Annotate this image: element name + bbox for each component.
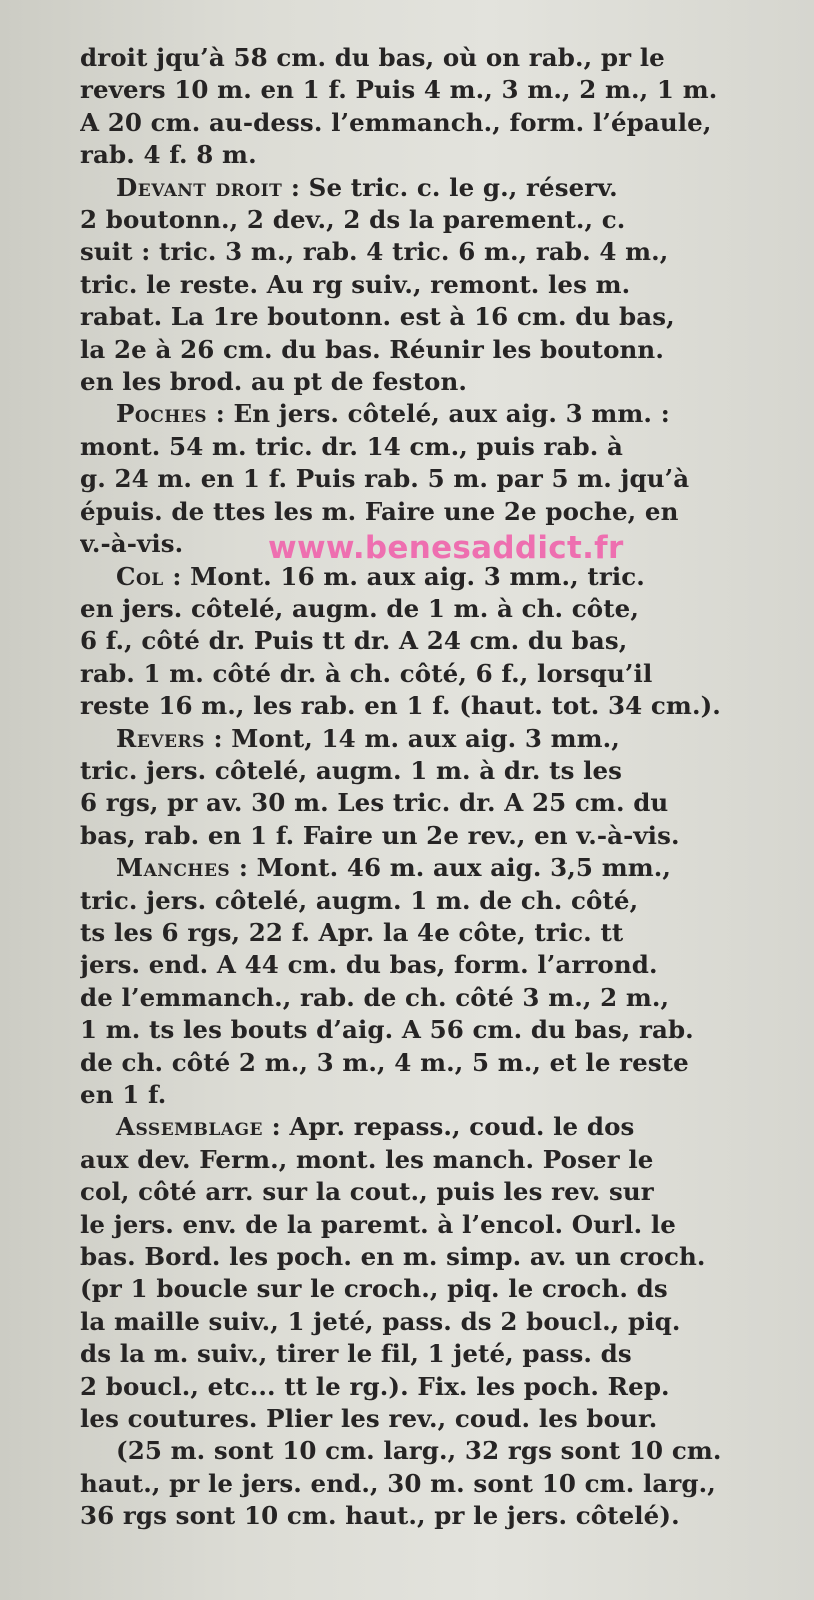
line-text: mont. 54 m. tric. dr. 14 cm., puis rab. à: [80, 431, 623, 461]
text-line: [80, 204, 794, 236]
text-line: [80, 1306, 794, 1338]
line-text: rabat. La 1re boutonn. est à 16 cm. du bas,: [80, 302, 675, 332]
text-line: [80, 820, 794, 852]
line-text: rab. 1 m. côté dr. à ch. côté, 6 f., lorsqu’il: [80, 658, 653, 688]
line-text: en les brod. au pt de feston.: [80, 367, 467, 397]
paragraph-col: [80, 561, 794, 723]
text-line: [80, 1435, 794, 1467]
line-text: la maille suiv., 1 jeté, pass. ds 2 boucl., piq.: [80, 1306, 681, 1336]
text-line: [80, 1079, 794, 1111]
line-text: tric. jers. côtelé, augm. 1 m. à dr. ts les: [80, 755, 623, 785]
line-text: 6 rgs, pr av. 30 m. Les tric. dr. A 25 cm. du: [80, 788, 669, 818]
text-line: [80, 1468, 794, 1500]
text-line: [80, 366, 794, 398]
text-line: [80, 1241, 794, 1273]
text-line: [80, 1047, 794, 1079]
section-heading: Devant droit: [116, 172, 283, 202]
text-line: [80, 1371, 794, 1403]
line-text: droit jqu’à 58 cm. du bas, où on rab., pr le: [80, 43, 665, 72]
line-text: de l’emmanch., rab. de ch. côté 3 m., 2 m.,: [80, 982, 670, 1012]
line-text: le jers. env. de la paremt. à l’encol. Ourl. le: [80, 1209, 676, 1239]
line-text: ts les 6 rgs, 22 f. Apr. la 4e côte, tric. tt: [80, 917, 624, 947]
line-text: les coutures. Plier les rev., coud. les bour.: [80, 1404, 658, 1434]
section-heading: Revers: [116, 723, 205, 753]
line-text: : Mont, 14 m. aux aig. 3 mm.,: [204, 723, 620, 753]
text-line: [80, 301, 794, 333]
line-text: 2 boucl., etc... tt le rg.). Fix. les poch. Rep.: [80, 1371, 670, 1401]
text-line: [80, 1111, 794, 1143]
line-text: suit : tric. 3 m., rab. 4 tric. 6 m., rab. 4 m.,: [80, 237, 669, 267]
text-line: [80, 755, 794, 787]
line-text: tric. le reste. Au rg suiv., remont. les m.: [80, 269, 631, 299]
line-text: : Mont. 46 m. aux aig. 3,5 mm.,: [230, 853, 672, 883]
text-line: [80, 269, 794, 301]
line-text: : Se tric. c. le g., réserv.: [282, 172, 618, 202]
text-line: [80, 885, 794, 917]
line-text: 2 boutonn., 2 dev., 2 ds la parement., c.: [80, 205, 626, 235]
line-text: tric. jers. côtelé, augm. 1 m. de ch. côté,: [80, 885, 639, 915]
line-text: v.-à-vis.: [80, 529, 184, 559]
text-line: [80, 172, 794, 204]
line-text: bas, rab. en 1 f. Faire un 2e rev., en v.-à-vis.: [80, 820, 680, 850]
text-line: [80, 1014, 794, 1046]
section-heading: Assemblage: [116, 1112, 263, 1142]
line-text: : En jers. côtelé, aux aig. 3 mm. :: [207, 399, 670, 429]
line-text: 6 f., côté dr. Puis tt dr. A 24 cm. du bas,: [80, 626, 628, 656]
text-line: [80, 74, 794, 106]
paragraph-devant-droit: [80, 172, 794, 399]
line-text: : Mont. 16 m. aux aig. 3 mm., tric.: [163, 561, 645, 591]
line-text: revers 10 m. en 1 f. Puis 4 m., 3 m., 2 m., 1 m.: [80, 75, 718, 105]
line-text: ds la m. suiv., tirer le fil, 1 jeté, pass. ds: [80, 1339, 632, 1369]
text-line: [80, 431, 794, 463]
line-text: bas. Bord. les poch. en m. simp. av. un croch.: [80, 1242, 706, 1272]
text-line: [80, 139, 794, 171]
text-line: [80, 1273, 794, 1305]
text-line: [80, 982, 794, 1014]
line-text: en jers. côtelé, augm. de 1 m. à ch. côte,: [80, 593, 639, 623]
line-text: (pr 1 boucle sur le croch., piq. le croch. ds: [80, 1274, 668, 1304]
text-line: [80, 625, 794, 657]
section-heading: Manches: [116, 853, 231, 883]
text-line: [80, 42, 794, 74]
line-text: de ch. côté 2 m., 3 m., 4 m., 5 m., et le reste: [80, 1047, 689, 1077]
paragraph-gauge: [80, 1435, 794, 1532]
paragraph-assemblage: [80, 1111, 794, 1435]
text-line: [80, 1338, 794, 1370]
paragraph-continuation: [80, 42, 794, 172]
text-line: [80, 107, 794, 139]
pattern-text: [80, 42, 794, 1533]
text-line: [80, 658, 794, 690]
line-text: en 1 f.: [80, 1080, 167, 1109]
line-text: A 20 cm. au-dess. l’emmanch., form. l’épaule,: [80, 107, 712, 137]
text-line: [80, 593, 794, 625]
paragraph-manches: [80, 852, 794, 1111]
text-line: [80, 334, 794, 366]
text-line: [80, 852, 794, 884]
line-text: aux dev. Ferm., mont. les manch. Poser le: [80, 1144, 654, 1174]
text-line: [80, 1403, 794, 1435]
text-line: [80, 463, 794, 495]
line-text: : Apr. repass., coud. le dos: [262, 1112, 635, 1142]
section-heading: Poches: [116, 399, 208, 429]
text-line: [80, 690, 794, 722]
text-line: [80, 236, 794, 268]
line-text: 36 rgs sont 10 cm. haut., pr le jers. côtelé).: [80, 1501, 680, 1531]
line-text: 1 m. ts les bouts d’aig. A 56 cm. du bas, rab.: [80, 1015, 694, 1045]
text-line: [80, 723, 794, 755]
line-text: rab. 4 f. 8 m.: [80, 140, 257, 170]
line-text: col, côté arr. sur la cout., puis les rev. sur: [80, 1177, 654, 1207]
line-text: haut., pr le jers. end., 30 m. sont 10 cm. larg.,: [80, 1468, 716, 1498]
text-line: [80, 1176, 794, 1208]
line-text: jers. end. A 44 cm. du bas, form. l’arrond.: [80, 950, 658, 980]
line-text: reste 16 m., les rab. en 1 f. (haut. tot. 34 cm.).: [80, 691, 721, 721]
text-line: [80, 949, 794, 981]
text-line: [80, 398, 794, 430]
text-line: [80, 496, 794, 528]
line-text: (25 m. sont 10 cm. larg., 32 rgs sont 10 cm.: [116, 1436, 722, 1466]
paragraph-revers: [80, 723, 794, 853]
section-heading: Col: [116, 561, 164, 591]
line-text: épuis. de ttes les m. Faire une 2e poche, en: [80, 496, 679, 526]
line-text: g. 24 m. en 1 f. Puis rab. 5 m. par 5 m. jqu’à: [80, 464, 690, 494]
text-line: [80, 1500, 794, 1532]
line-text: la 2e à 26 cm. du bas. Réunir les boutonn.: [80, 334, 664, 364]
text-line: [80, 1209, 794, 1241]
text-line: [80, 1144, 794, 1176]
watermark: www.benesaddict.fr: [268, 530, 624, 566]
text-line: [80, 917, 794, 949]
text-line: [80, 787, 794, 819]
